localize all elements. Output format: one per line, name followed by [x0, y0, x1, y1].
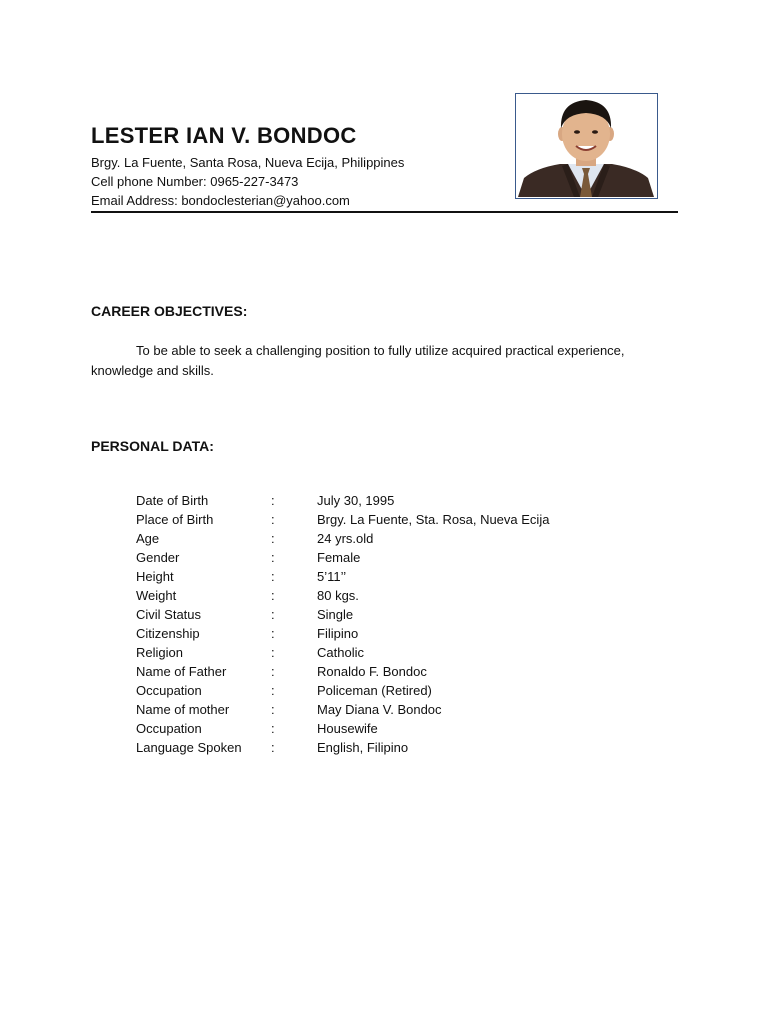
address-line: Brgy. La Fuente, Santa Rosa, Nueva Ecija, Philippines — [91, 155, 405, 170]
field-separator: : — [271, 645, 275, 660]
field-separator: : — [271, 626, 275, 641]
field-label: Age — [136, 531, 160, 546]
header-divider — [91, 211, 678, 213]
field-value: 80 kgs. — [317, 588, 359, 603]
field-separator: : — [271, 721, 275, 736]
field-separator: : — [271, 664, 275, 679]
field-separator: : — [271, 512, 275, 527]
field-value: Filipino — [317, 626, 359, 641]
applicant-photo — [515, 93, 658, 199]
field-separator: : — [271, 740, 275, 755]
field-label: Name of Father — [136, 664, 227, 679]
field-value: July 30, 1995 — [317, 493, 395, 508]
field-separator: : — [271, 550, 275, 565]
field-separator: : — [271, 493, 275, 508]
field-label: Weight — [136, 588, 177, 603]
field-label: Place of Birth — [136, 512, 214, 527]
field-value: May Diana V. Bondoc — [317, 702, 442, 717]
field-label: Name of mother — [136, 702, 230, 717]
field-separator: : — [271, 702, 275, 717]
field-label: Citizenship — [136, 626, 200, 641]
field-label: Occupation — [136, 683, 202, 698]
field-label: Religion — [136, 645, 183, 660]
career-objective-text: To be able to seek a challenging position to fully utilize acquired practical experience, knowledge and skills. — [91, 343, 625, 378]
field-value: Ronaldo F. Bondoc — [317, 664, 427, 679]
field-separator: : — [271, 683, 275, 698]
field-value: Policeman (Retired) — [317, 683, 432, 698]
field-value: Single — [317, 607, 354, 622]
email-line: Email Address: bondoclesterian@yahoo.com — [91, 193, 350, 208]
field-separator: : — [271, 569, 275, 584]
applicant-name: LESTER IAN V. BONDOC — [91, 123, 357, 148]
field-separator: : — [271, 531, 275, 546]
field-label: Gender — [136, 550, 180, 565]
phone-line: Cell phone Number: 0965-227-3473 — [91, 174, 299, 189]
field-value: Female — [317, 550, 361, 565]
field-label: Date of Birth — [136, 493, 209, 508]
field-label: Occupation — [136, 721, 202, 736]
field-value: Catholic — [317, 645, 364, 660]
portrait-image — [516, 94, 656, 197]
field-label: Height — [136, 569, 174, 584]
career-objectives-heading: CAREER OBJECTIVES: — [91, 303, 248, 319]
field-separator: : — [271, 607, 275, 622]
field-label: Civil Status — [136, 607, 202, 622]
field-label: Language Spoken — [136, 740, 242, 755]
field-separator: : — [271, 588, 275, 603]
field-value: 24 yrs.old — [317, 531, 374, 546]
field-value: 5’11’’ — [317, 569, 347, 584]
field-value: Housewife — [317, 721, 378, 736]
personal-data-heading: PERSONAL DATA: — [91, 438, 214, 454]
field-value: Brgy. La Fuente, Sta. Rosa, Nueva Ecija — [317, 512, 550, 527]
field-value: English, Filipino — [317, 740, 409, 755]
